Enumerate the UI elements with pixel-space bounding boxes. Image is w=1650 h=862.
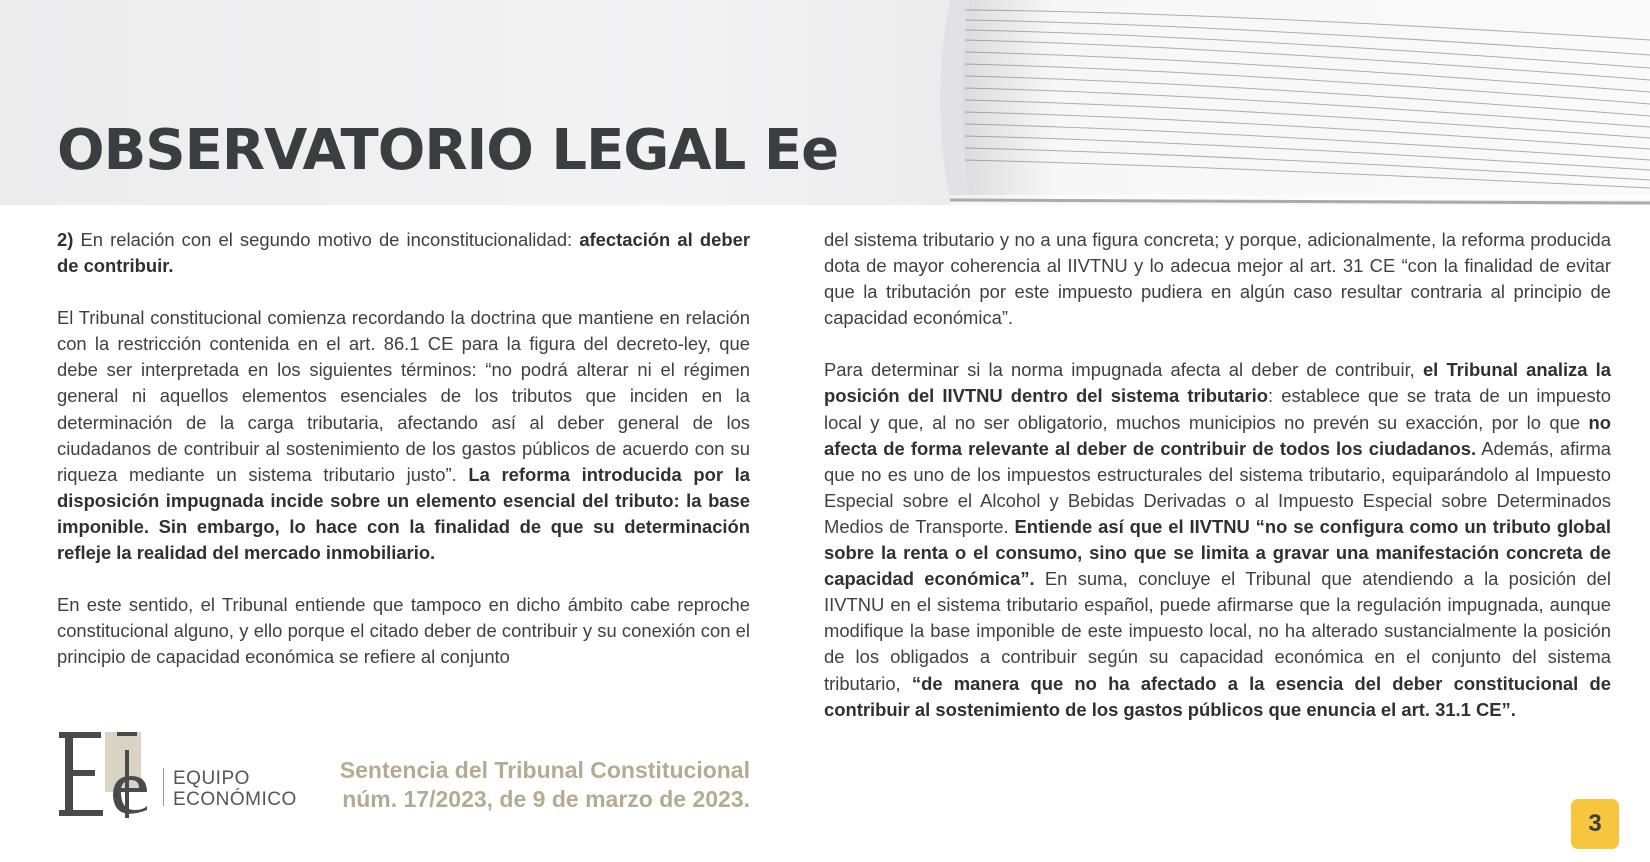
citation-line: núm. 17/2023, de 9 de marzo de 2023. [342, 786, 750, 812]
paragraph-text: En este sentido, el Tribunal entiende que tampoco en dicho ámbito cabe reproche constitucional alguno, y ello porque el citado deber de contribuir y su conexión con el principio de capacidad económica se refiere al conjunto [57, 594, 750, 668]
paragraph-text: El Tribunal constitucional comienza recordando la doctrina que mantiene en relación con la restricción contenida en el art. 86.1 CE para la figura del decreto-ley, que debe ser interpretada en los siguientes términos: “no podrá alterar ni el régimen general ni aquellos elementos esenciales de los tributos que inciden en la determinación de la carga tributaria, afectando así al deber general de los ciudadanos de contribuir al sostenimiento de los gastos públicos de acuerdo con su riqueza mediante un sistema tributario justo”. [57, 307, 750, 485]
page-number-badge: 3 [1571, 799, 1619, 849]
paragraph-text: : establece que se trata de un impuesto local y que, al no ser obligatorio, muchos municipios no prevén su exacción, por lo que [824, 385, 1611, 433]
paragraph-bold: afectación al deber de contribuir. [57, 229, 750, 277]
paragraph-text: Para determinar si la norma impugnada afecta al deber de contribuir, [824, 359, 1423, 381]
paragraph [824, 357, 1611, 722]
paragraph-text: del sistema tributario y no a una figura concreta; y porque, adicionalmente, la reforma producida dota de mayor coherencia al IIVTNU y lo adecua mejor al art. 31 CE “con la finalidad de evitar que la tributación por este impuesto pudiera en algún caso resultar contraria al principio de capacidad económica”. [824, 229, 1611, 329]
left-column [57, 227, 750, 696]
book-pages-image [910, 0, 1650, 205]
paragraph-bold: “de manera que no ha afectado a la esencia del deber constitucional de contribuir al sostenimiento de los gastos públicos que enuncia el art. 31.1 CE”. [824, 672, 1611, 720]
logo-text-line1: EQUIPO [173, 768, 250, 789]
paragraph [824, 227, 1611, 331]
page-title: OBSERVATORIO LEGAL Ee [57, 118, 839, 183]
list-number: 2) [57, 229, 74, 250]
paragraph-text: En suma, concluye el Tribunal que atendiendo a la posición del IIVTNU en el sistema tributario español, puede afirmarse que la regulación impugnada, aunque modifique la base imponible de este impuesto local, no ha alterado sustancialmente la posición de los obligados a contribuir según su capacidad económica en el conjunto del sistema tributario, [824, 568, 1611, 694]
paragraph-text: Además, afirma que no es uno de los impuestos estructurales del sistema tributario, equiparándolo al Impuesto Especial sobre el Alcohol y Bebidas Derivadas o al Impuesto Especial sobre Determinados Medios de Transporte. [824, 437, 1612, 537]
source-citation [340, 756, 750, 814]
paragraph-bold: el Tribunal analiza la posición del IIVTNU dentro del sistema tributario [824, 359, 1611, 407]
logo-text-line2: ECONÓMICO [173, 789, 297, 810]
citation-line: Sentencia del Tribunal Constitucional [339, 757, 750, 783]
ee-monogram-icon [55, 730, 155, 818]
paragraph [57, 305, 750, 566]
paragraph-bold: La reforma introducida por la disposición impugnada incide sobre un elemento esencial del tributo: la base imponible. Sin embargo, lo hace con la finalidad de que su determinación refleje la realidad del mercado inmobiliario. [57, 463, 750, 564]
paragraph-bold: no afecta de forma relevante al deber de contribuir de todos los ciudadanos. [824, 411, 1611, 459]
header-banner [0, 0, 1650, 205]
paragraph [57, 592, 750, 670]
logo-divider [163, 768, 164, 806]
paragraph [57, 227, 750, 279]
paragraph-text: En relación con el segundo motivo de inconstitucionalidad: [73, 229, 580, 250]
right-column [824, 227, 1611, 749]
paragraph-bold: Entiende así que el IIVTNU “no se configura como un tributo global sobre la renta o el consumo, sino que se limita a gravar una manifestación concreta de capacidad económica”. [824, 515, 1611, 590]
